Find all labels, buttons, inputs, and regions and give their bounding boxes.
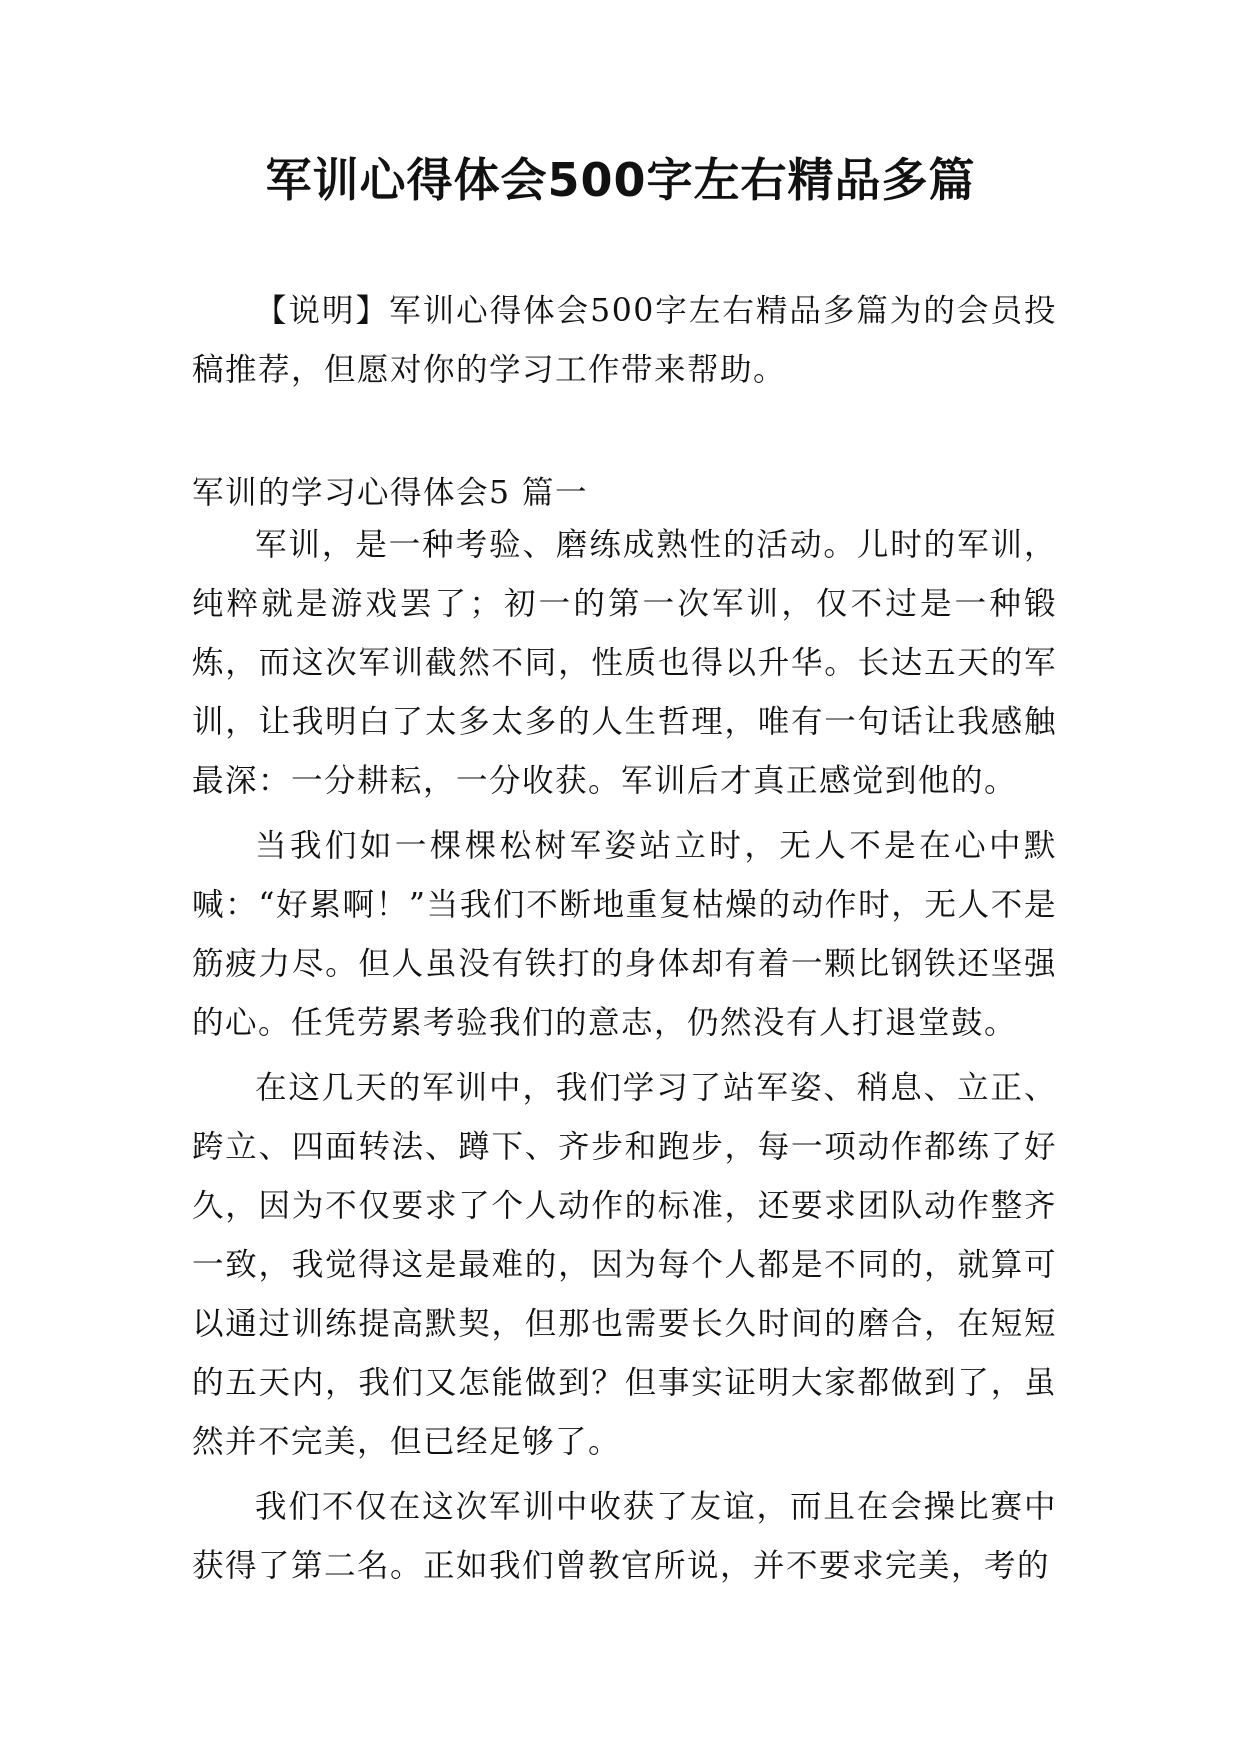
intro-block	[192, 282, 1057, 406]
document-title: 军训心得体会500字左右精品多篇	[265, 153, 976, 207]
intro-paragraph: 【说明】军训心得体会500字左右精品多篇为的会员投稿推荐，但愿对你的学习工作带来帮助。	[192, 293, 1057, 388]
paragraph-2: 当我们如一棵棵松树军姿站立时，无人不是在心中默喊：“好累啊！”当我们不断地重复枯燥的动作时，无人不是筋疲力尽。但人虽没有铁打的身体却有着一颗比钢铁还坚强的心。任凭劳累考验我们的意志，仍然没有人打退堂鼓。	[192, 828, 1057, 1041]
paragraph-1: 军训，是一种考验、磨练成熟性的活动。儿时的军训，纯粹就是游戏罢了；初一的第一次军训，仅不过是一种锻炼，而这次军训截然不同，性质也得以升华。长达五天的军训，让我明白了太多太多的人生哲理，唯有一句话让我感触最深：一分耕耘，一分收获。军训后才真正感觉到他的。	[192, 527, 1057, 799]
article-body	[192, 516, 1057, 1602]
paragraph-3: 在这几天的军训中，我们学习了站军姿、稍息、立正、跨立、四面转法、蹲下、齐步和跑步，每一项动作都练了好久，因为不仅要求了个人动作的标准，还要求团队动作整齐一致，我觉得这是最难的，因为每个人都是不同的，就算可以通过训练提高默契，但那也需要长久时间的磨合，在短短的五天内，我们又怎能做到？但事实证明大家都做到了，虽然并不完美，但已经足够了。	[192, 1070, 1057, 1460]
paragraph-4: 我们不仅在这次军训中收获了友谊，而且在会操比赛中获得了第二名。正如我们曾教官所说，并不要求完美，考的	[192, 1489, 1057, 1584]
section-heading: 军训的学习心得体会5 篇一	[192, 475, 589, 511]
